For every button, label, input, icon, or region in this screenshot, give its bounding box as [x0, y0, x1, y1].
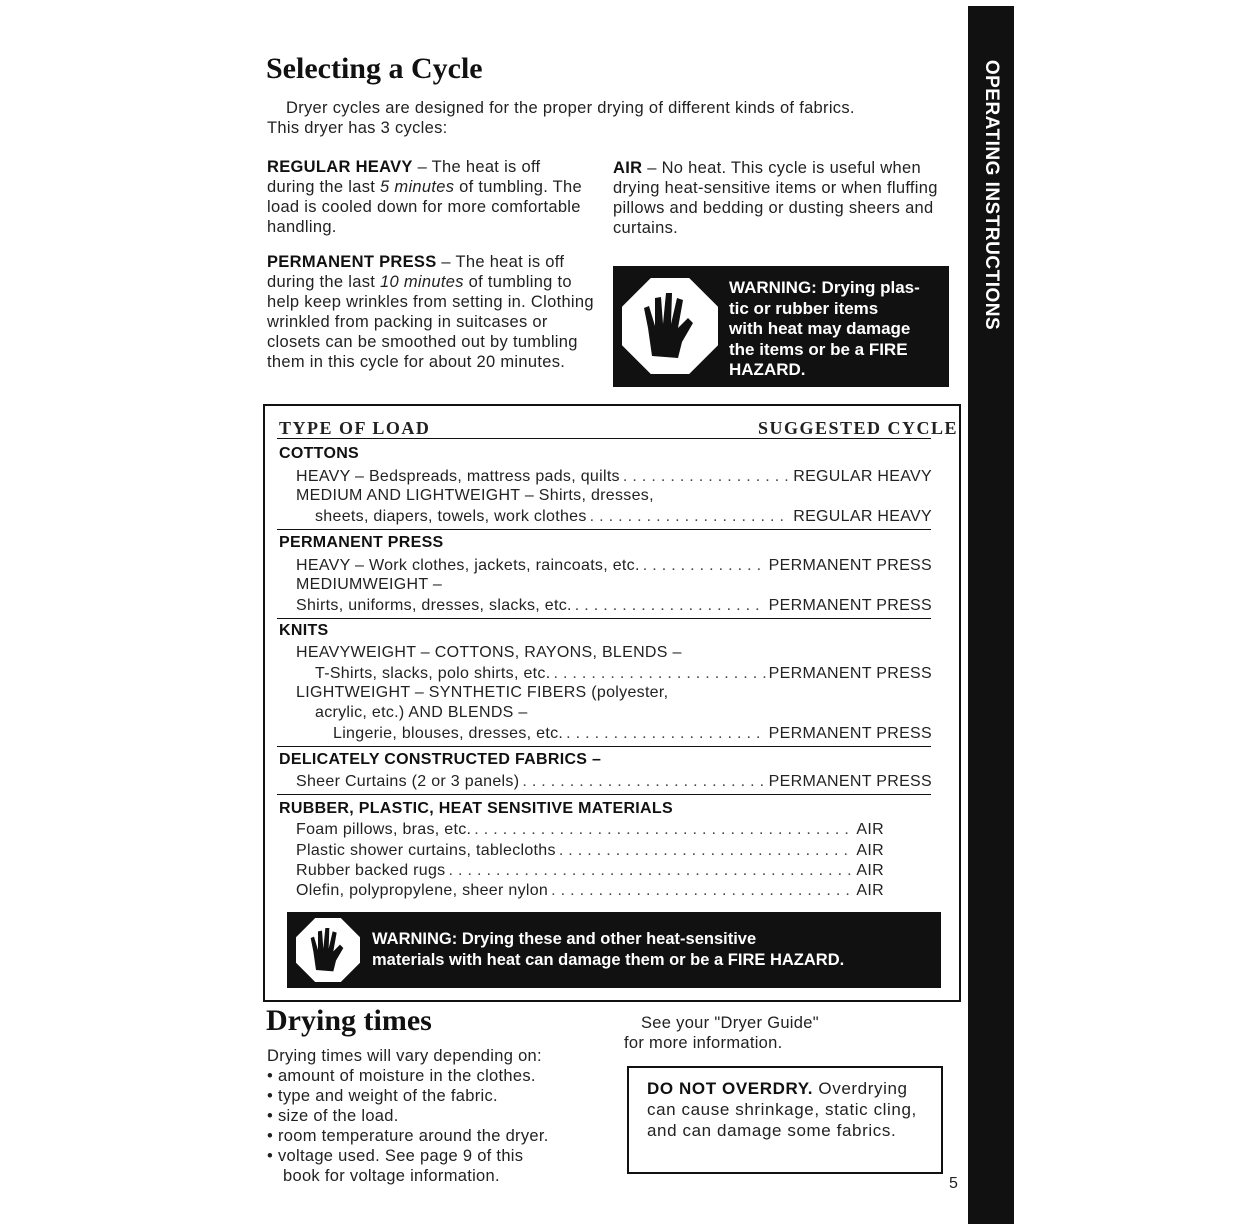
list-item: • type and weight of the fabric.: [267, 1087, 498, 1105]
table-row: MEDIUMWEIGHT –: [296, 576, 443, 593]
table-row: sheets, diapers, towels, work clothes . . . REGULAR HEAVY: [315, 507, 932, 527]
side-tab-label: OPERATING INSTRUCTIONS: [981, 59, 1003, 331]
column-header-suggested-cycle: SUGGESTED CYCLE: [758, 418, 959, 438]
regular-heavy-description: REGULAR HEAVY – The heat is off during the last 5 minutes of tumbling. The load is cooled down for more comfortable handling.: [267, 158, 582, 236]
dryer-guide-reference: See your "Dryer Guide": [641, 1014, 819, 1032]
section-title-selecting: Selecting a Cycle: [266, 52, 483, 85]
section-cottons: COTTONS: [279, 445, 360, 462]
permanent-press-term: PERMANENT PRESS: [267, 253, 437, 271]
section-knits: KNITS: [279, 622, 329, 639]
table-row: Sheer Curtains (2 or 3 panels) . . . PERMANENT PRESS: [296, 772, 932, 792]
intro-paragraph: Dryer cycles are designed for the proper drying of different kinds of fabrics. This dryer has 3 cycles:: [267, 99, 855, 137]
column-header-type-of-load: TYPE OF LOAD: [279, 418, 431, 438]
section-title-drying-times: Drying times: [266, 1004, 432, 1037]
overdry-term: DO NOT OVERDRY.: [647, 1079, 814, 1098]
table-row: Rubber backed rugs . . . AIR: [296, 861, 884, 881]
list-item: book for voltage information.: [283, 1167, 500, 1185]
section-permanent-press: PERMANENT PRESS: [279, 534, 444, 551]
section-delicate-fabrics: DELICATELY CONSTRUCTED FABRICS –: [279, 751, 602, 768]
plastic-warning-text: WARNING: Drying plas- tic or rubber items with heat may damage the items or be a FIRE HAZARD.: [729, 278, 920, 379]
table-row: Foam pillows, bras, etc. . . . AIR: [296, 820, 884, 840]
more-information: for more information.: [624, 1034, 783, 1052]
table-row: Olefin, polypropylene, sheer nylon . . . AIR: [296, 881, 884, 901]
section-rule: [277, 794, 931, 795]
hand-stop-icon: [622, 278, 718, 374]
header-rule: [277, 438, 931, 439]
table-row: LIGHTWEIGHT – SYNTHETIC FIBERS (polyester,: [296, 684, 669, 701]
air-term: AIR: [613, 159, 643, 177]
table-row: T-Shirts, slacks, polo shirts, etc. . . . PERMANENT PRESS: [315, 664, 932, 684]
air-description: AIR – No heat. This cycle is useful when drying heat-sensitive items or when fluffing pillows and bedding or dusting sheers and curtains.: [613, 159, 938, 237]
list-item: • voltage used. See page 9 of this: [267, 1147, 524, 1165]
overdry-notice-box: DO NOT OVERDRY. Overdrying can cause shrinkage, static cling, and can damage some fabrics.: [627, 1066, 943, 1174]
table-row: Lingerie, blouses, dresses, etc. . . . PERMANENT PRESS: [333, 724, 932, 744]
table-row: Shirts, uniforms, dresses, slacks, etc. . . . PERMANENT PRESS: [296, 596, 932, 616]
list-item: • amount of moisture in the clothes.: [267, 1067, 536, 1085]
page-number: 5: [949, 1175, 958, 1192]
section-rule: [277, 618, 931, 619]
table-row: HEAVY – Bedspreads, mattress pads, quilts . . . REGULAR HEAVY: [296, 467, 932, 487]
drying-intro: Drying times will vary depending on:: [267, 1047, 542, 1065]
section-heat-sensitive: RUBBER, PLASTIC, HEAT SENSITIVE MATERIALS: [279, 800, 673, 817]
table-row: HEAVYWEIGHT – COTTONS, RAYONS, BLENDS –: [296, 644, 682, 661]
section-rule: [277, 529, 931, 530]
heat-sensitive-warning-text: WARNING: Drying these and other heat-sensitive materials with heat can damage them or be a FIRE HAZARD.: [372, 930, 845, 969]
table-row: acrylic, etc.) AND BLENDS –: [315, 704, 528, 721]
regular-heavy-term: REGULAR HEAVY: [267, 158, 413, 176]
list-item: • size of the load.: [267, 1107, 399, 1125]
section-rule: [277, 746, 931, 747]
list-item: • room temperature around the dryer.: [267, 1127, 549, 1145]
permanent-press-description: PERMANENT PRESS – The heat is off during the last 10 minutes of tumbling to help keep wrinkles from setting in. Clothing wrinkled from packing in suitcases or closets can be smoothed out by tumbling them in this cycle for about 20 minutes.: [267, 253, 594, 371]
table-row: MEDIUM AND LIGHTWEIGHT – Shirts, dresses,: [296, 487, 654, 504]
table-row: HEAVY – Work clothes, jackets, raincoats, etc. . . . PERMANENT PRESS: [296, 556, 932, 576]
table-row: Plastic shower curtains, tablecloths . . . AIR: [296, 841, 884, 861]
